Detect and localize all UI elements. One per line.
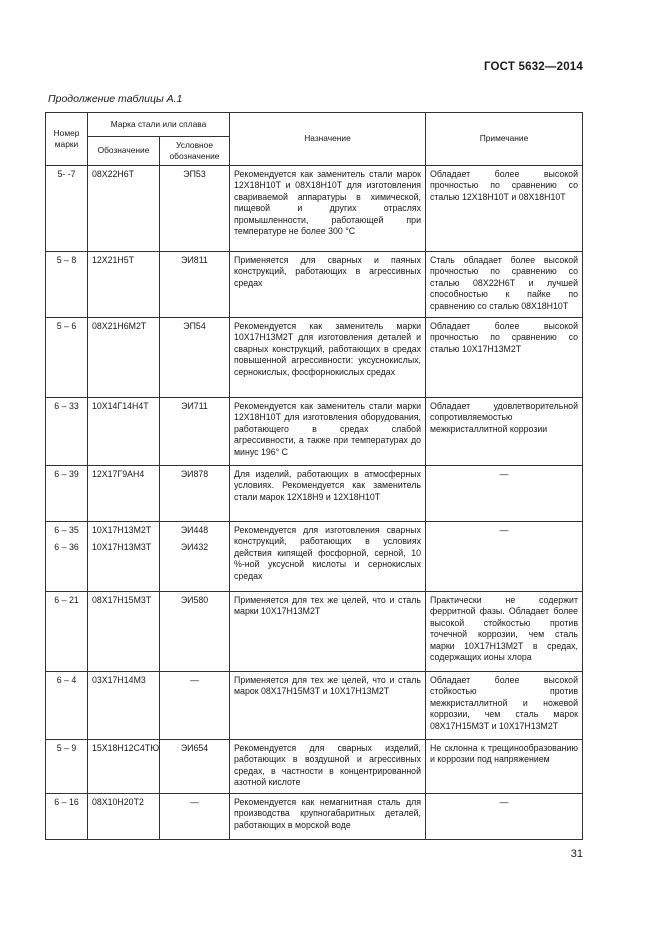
grade-purpose: Применяется для сварных и паяных конструкций, работающих в агрессивных средах [230, 251, 426, 317]
grade-designation: 08Х22Н6Т [88, 165, 160, 251]
grade-code: ЭИ654 [160, 739, 230, 793]
grade-designation-pair [88, 521, 160, 591]
table-row [46, 251, 583, 317]
grade-code: — [160, 671, 230, 739]
grade-code: ЭИ580 [160, 591, 230, 671]
table-row [46, 317, 583, 397]
grade-note: — [426, 793, 583, 839]
grade-purpose: Применяется для тех же целей, что и сталь марок 08Х17Н15М3Т и 10Х17Н13М2Т [230, 671, 426, 739]
table-row [46, 397, 583, 465]
table-row [46, 671, 583, 739]
header-designation: Обозначение [88, 137, 160, 166]
grade-note: Практически не содержит ферритной фазы. Обладает более высокой стойкостью против точечной коррозии, чем сталь марки 10Х17Н13М2Т в средах, содержащих ионы хлора [426, 591, 583, 671]
table-row [46, 521, 583, 591]
grade-designation: 10Х17Н13М3Т [92, 542, 152, 553]
grade-designation: 08Х10Н20Т2 [88, 793, 160, 839]
grade-note: Обладает более высокой прочностью по сравнению со сталью 12Х18Н10Т и 08Х18Н10Т [426, 165, 583, 251]
grade-designation: 03Х17Н14М3 [88, 671, 160, 739]
grade-designation: 12Х21Н5Т [88, 251, 160, 317]
header-number: Номер марки [46, 113, 88, 166]
grade-number: 6 – 39 [46, 465, 88, 521]
grade-code: ЭИ811 [160, 251, 230, 317]
grade-code: — [160, 793, 230, 839]
grade-code: ЭИ878 [160, 465, 230, 521]
document-standard-header: ГОСТ 5632—2014 [483, 61, 583, 73]
table-row [46, 465, 583, 521]
grade-code: ЭП54 [160, 317, 230, 397]
steel-grades-table [45, 112, 583, 840]
grade-number: 5 – 8 [46, 251, 88, 317]
grade-purpose: Рекомендуется для изготовления сварных конструкций, работающих в условиях действия кипящей фосфорной, серной, 10 %-ной уксусной кислоты и сернокислых средах [230, 521, 426, 591]
grade-code: ЭИ448 [180, 524, 209, 535]
grade-number: 6 – 4 [46, 671, 88, 739]
grade-note: — [426, 465, 583, 521]
table-row [46, 591, 583, 671]
grade-designation: 10Х14Г14Н4Т [88, 397, 160, 465]
grade-code: ЭП53 [160, 165, 230, 251]
grade-code: ЭИ432 [180, 542, 209, 553]
header-note: Примечание [426, 113, 583, 166]
grade-number: 5 – 9 [46, 739, 88, 793]
grade-purpose: Рекомендуется как немагнитная сталь для производства крупногабаритных деталей, работающих в морской воде [230, 793, 426, 839]
grade-number: 6 – 35 [54, 524, 79, 535]
grade-note: Не склонна к трещинообразованию и коррозии под напряжением [426, 739, 583, 793]
grade-purpose: Рекомендуется как заменитель марки 10Х17Н13М2Т для изготовления деталей и сварных конструкций, работающих в средах повышенной агрессивности: уксуснокислых, сернокислых, фосфорнокислых средах [230, 317, 426, 397]
grade-note: Обладает удовлетворительной сопротивляемостью межкристаллитной коррозии [426, 397, 583, 465]
grade-note: — [426, 521, 583, 591]
grade-number: 6 – 21 [46, 591, 88, 671]
table-row [46, 165, 583, 251]
grade-number: 5 – 6 [46, 317, 88, 397]
grade-number: 5- -7 [46, 165, 88, 251]
grade-purpose: Применяется для тех же целей, что и сталь марки 10Х17Н13М2Т [230, 591, 426, 671]
grade-note: Сталь обладает более высокой прочностью по сравнению со сталью 08Х22Н6Т и лучшей способностью к пайке по сравнению со сталью 08Х18Н10Т [426, 251, 583, 317]
grade-number: 6 – 36 [54, 542, 79, 553]
header-grade-group: Марка стали или сплава [88, 113, 230, 137]
grade-code-pair [160, 521, 230, 591]
grade-code: ЭИ711 [160, 397, 230, 465]
page-number: 31 [570, 848, 583, 860]
grade-number: 6 – 16 [46, 793, 88, 839]
grade-designation: 08Х17Н15М3Т [88, 591, 160, 671]
grade-designation: 12Х17Г9АН4 [88, 465, 160, 521]
grade-designation: 08Х21Н6М2Т [88, 317, 160, 397]
table-row [46, 793, 583, 839]
grade-note: Обладает более высокой прочностью по сравнению со сталью 10Х17Н13М2Т [426, 317, 583, 397]
table-row [46, 739, 583, 793]
grade-purpose: Рекомендуется как заменитель стали марок 12Х18Н10Т и 08Х18Н10Т для изготовления свариваемой аппаратуры в химической, пищевой и других отраслях промышленности, работающей при температуре не более 300 °С [230, 165, 426, 251]
grade-designation: 15Х18Н12С4ТЮ [88, 739, 160, 793]
grade-purpose: Рекомендуется как заменитель стали марки 12Х18Н10Т для изготовления оборудования, работающего в средах слабой агрессивности, а также при температурах до минус 196° С [230, 397, 426, 465]
grade-purpose: Для изделий, работающих в атмосферных условиях. Рекомендуется как заменитель стали марок 12Х18Н9 и 12Х18Н10Т [230, 465, 426, 521]
grade-number: 6 – 33 [46, 397, 88, 465]
grade-note: Обладает более высокой стойкостью против межкристаллитной и ножевой коррозии, чем сталь марок 08Х17Н15М3Т и 10Х17Н13М2Т [426, 671, 583, 739]
header-purpose: Назначение [230, 113, 426, 166]
table-caption: Продолжение таблицы А.1 [48, 93, 183, 105]
header-conventional: Условное обозначение [160, 137, 230, 166]
grade-number-pair [46, 521, 88, 591]
grade-purpose: Рекомендуется для сварных изделий, работающих в воздушной и агрессивных средах, в частности в концентрированной азотной кислоте [230, 739, 426, 793]
grade-designation: 10Х17Н13М2Т [92, 524, 152, 535]
